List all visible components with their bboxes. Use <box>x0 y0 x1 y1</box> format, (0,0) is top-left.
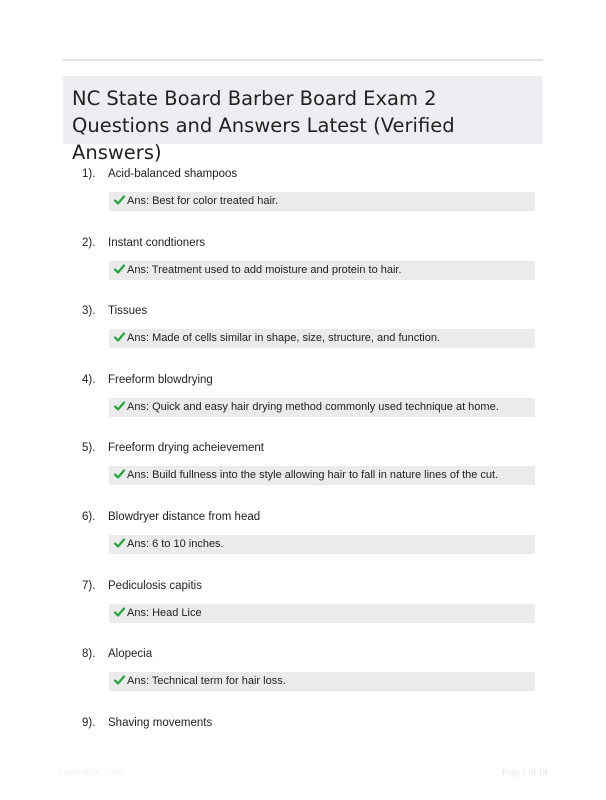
answer-text: Ans: Made of cells similar in shape, size, structure, and function. <box>127 332 441 345</box>
question-text: Shaving movements <box>108 716 213 729</box>
question-text: Freeform blowdrying <box>108 373 213 386</box>
checkmark-icon <box>114 401 125 411</box>
checkmark-icon <box>114 264 125 274</box>
checkmark-icon <box>114 332 125 342</box>
document-title: NC State Board Barber Board Exam 2 Questions and Answers Latest (Verified Answers) <box>72 87 455 164</box>
title-box <box>63 76 543 164</box>
footer-watermark: PaperNthic.com <box>58 767 123 777</box>
answer-box <box>109 604 535 623</box>
answer-box <box>109 398 535 417</box>
checkmark-icon <box>114 538 125 548</box>
question-number: 4). <box>82 373 96 386</box>
answer-box <box>109 672 535 691</box>
question-number: 7). <box>82 579 96 592</box>
checkmark-icon <box>114 195 125 205</box>
page-number: Page 1 of 19 <box>502 767 548 777</box>
question-text: Acid-balanced shampoos <box>108 168 238 180</box>
question-number: 1). <box>82 168 96 180</box>
top-divider <box>63 59 543 61</box>
answer-box <box>109 261 535 280</box>
question-text: Freeform drying acheievement <box>108 442 264 455</box>
answer-text: Ans: Treatment used to add moisture and protein to hair. <box>127 263 402 276</box>
question-number: 2). <box>82 236 96 249</box>
checkmark-icon <box>114 469 125 479</box>
question-number: 8). <box>82 648 96 661</box>
answer-box <box>109 466 535 485</box>
question-number: 5). <box>82 442 96 455</box>
answer-text: Ans: Build fullness into the style allowing hair to fall in nature lines of the cut. <box>127 469 499 482</box>
question-number: 3). <box>82 305 96 318</box>
answer-text: Ans: Best for color treated hair. <box>127 195 279 207</box>
question-text: Alopecia <box>108 648 153 661</box>
checkmark-icon <box>114 675 125 685</box>
answer-box <box>109 535 535 554</box>
answer-text: Ans: Head Lice <box>127 606 202 619</box>
answer-text: Ans: Quick and easy hair drying method commonly used technique at home. <box>127 400 499 413</box>
checkmark-icon <box>114 607 125 617</box>
answer-box <box>109 192 535 211</box>
question-text: Pediculosis capitis <box>108 579 202 592</box>
question-text: Blowdryer distance from head <box>108 511 261 523</box>
question-text: Instant condtioners <box>108 236 206 249</box>
question-number: 6). <box>82 511 96 523</box>
question-text: Tissues <box>108 305 148 318</box>
question-number: 9). <box>82 716 96 729</box>
answer-box <box>109 329 535 348</box>
answer-text: Ans: 6 to 10 inches. <box>127 538 224 550</box>
answer-text: Ans: Technical term for hair loss. <box>127 675 286 688</box>
